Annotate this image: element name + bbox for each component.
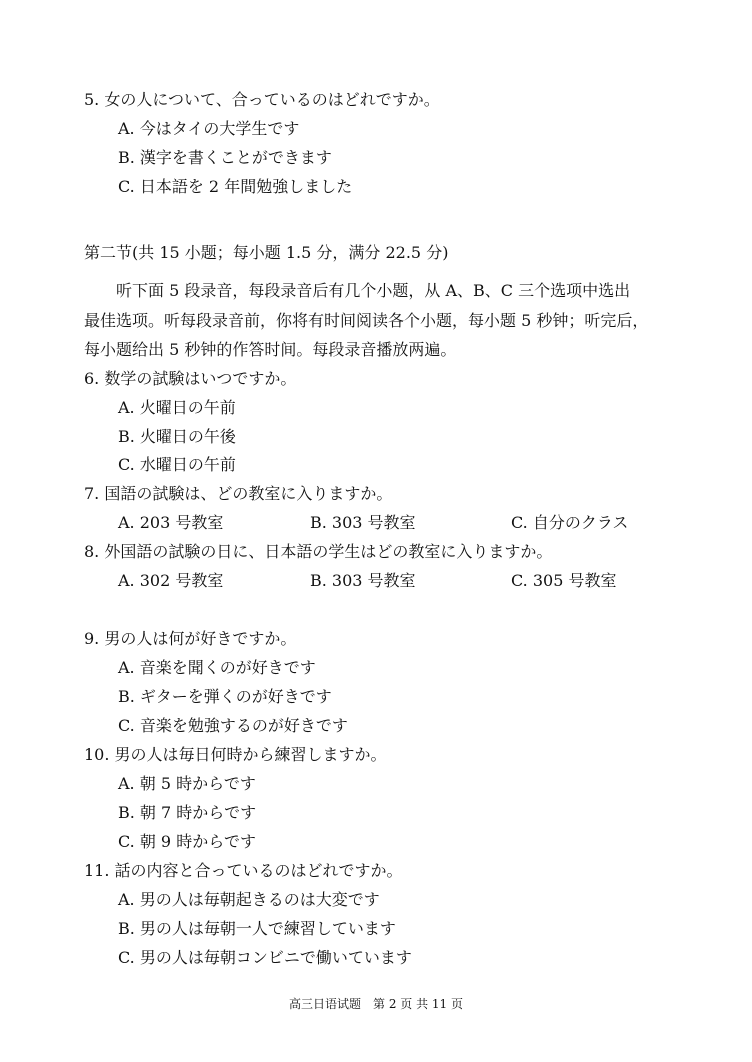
question-11-option-a: A. 男の人は毎朝起きるのは大変です xyxy=(118,890,380,909)
question-6: 6. 数学の試験はいつですか。 xyxy=(84,369,297,388)
question-10-option-c: C. 朝 9 時からです xyxy=(118,832,257,851)
question-8-option-c: C. 305 号教室 xyxy=(511,571,617,590)
question-6-option-a: A. 火曜日の午前 xyxy=(118,398,236,417)
question-7-option-c: C. 自分のクラス xyxy=(511,513,629,532)
question-8-option-a: A. 302 号教室 xyxy=(118,571,224,590)
question-10-option-a: A. 朝 5 時からです xyxy=(118,774,256,793)
question-5: 5. 女の人について、合っているのはどれですか。 xyxy=(84,90,440,109)
question-11-option-c: C. 男の人は毎朝コンビニで働いています xyxy=(118,948,412,967)
question-9-option-b: B. ギターを弾くのが好きです xyxy=(118,687,332,706)
question-11: 11. 話の内容と合っているのはどれですか。 xyxy=(84,861,403,880)
question-9-option-c: C. 音楽を勉強するのが好きです xyxy=(118,716,348,735)
question-5-option-a: A. 今はタイの大学生です xyxy=(118,119,300,138)
question-6-option-b: B. 火曜日の午後 xyxy=(118,427,236,446)
question-5-option-c: C. 日本語を 2 年間勉強しました xyxy=(118,177,353,196)
question-8: 8. 外国語の試験の日に、日本語の学生はどの教室に入りますか。 xyxy=(84,542,553,561)
question-7-option-a: A. 203 号教室 xyxy=(118,513,224,532)
question-5-option-b: B. 漢字を書くことができます xyxy=(118,148,332,167)
question-11-option-b: B. 男の人は毎朝一人で練習しています xyxy=(118,919,396,938)
question-8-option-b: B. 303 号教室 xyxy=(310,571,416,590)
question-10: 10. 男の人は毎日何時から練習しますか。 xyxy=(84,745,387,764)
question-9: 9. 男の人は何が好きですか。 xyxy=(84,629,297,648)
section-heading: 第二节(共 15 小题；每小题 1.5 分，满分 22.5 分) xyxy=(84,243,449,262)
instruction-line-1: 听下面 5 段录音，每段录音后有几个小题，从 A、B、C 三个选项中选出 xyxy=(116,281,631,300)
instruction-line-2: 最佳选项。听每段录音前，你将有时间阅读各个小题，每小题 5 秒钟；听完后， xyxy=(84,311,649,330)
question-9-option-a: A. 音楽を聞くのが好きです xyxy=(118,658,316,677)
question-6-option-c: C. 水曜日の午前 xyxy=(118,455,236,474)
question-7-option-b: B. 303 号教室 xyxy=(310,513,416,532)
question-10-option-b: B. 朝 7 時からです xyxy=(118,803,257,822)
question-7: 7. 国語の試験は、どの教室に入りますか。 xyxy=(84,484,393,503)
instruction-line-3: 每小题给出 5 秒钟的作答时间。每段录音播放两遍。 xyxy=(84,340,457,359)
page-footer: 高三日语试题 第 2 页 共 11 页 xyxy=(289,997,463,1011)
